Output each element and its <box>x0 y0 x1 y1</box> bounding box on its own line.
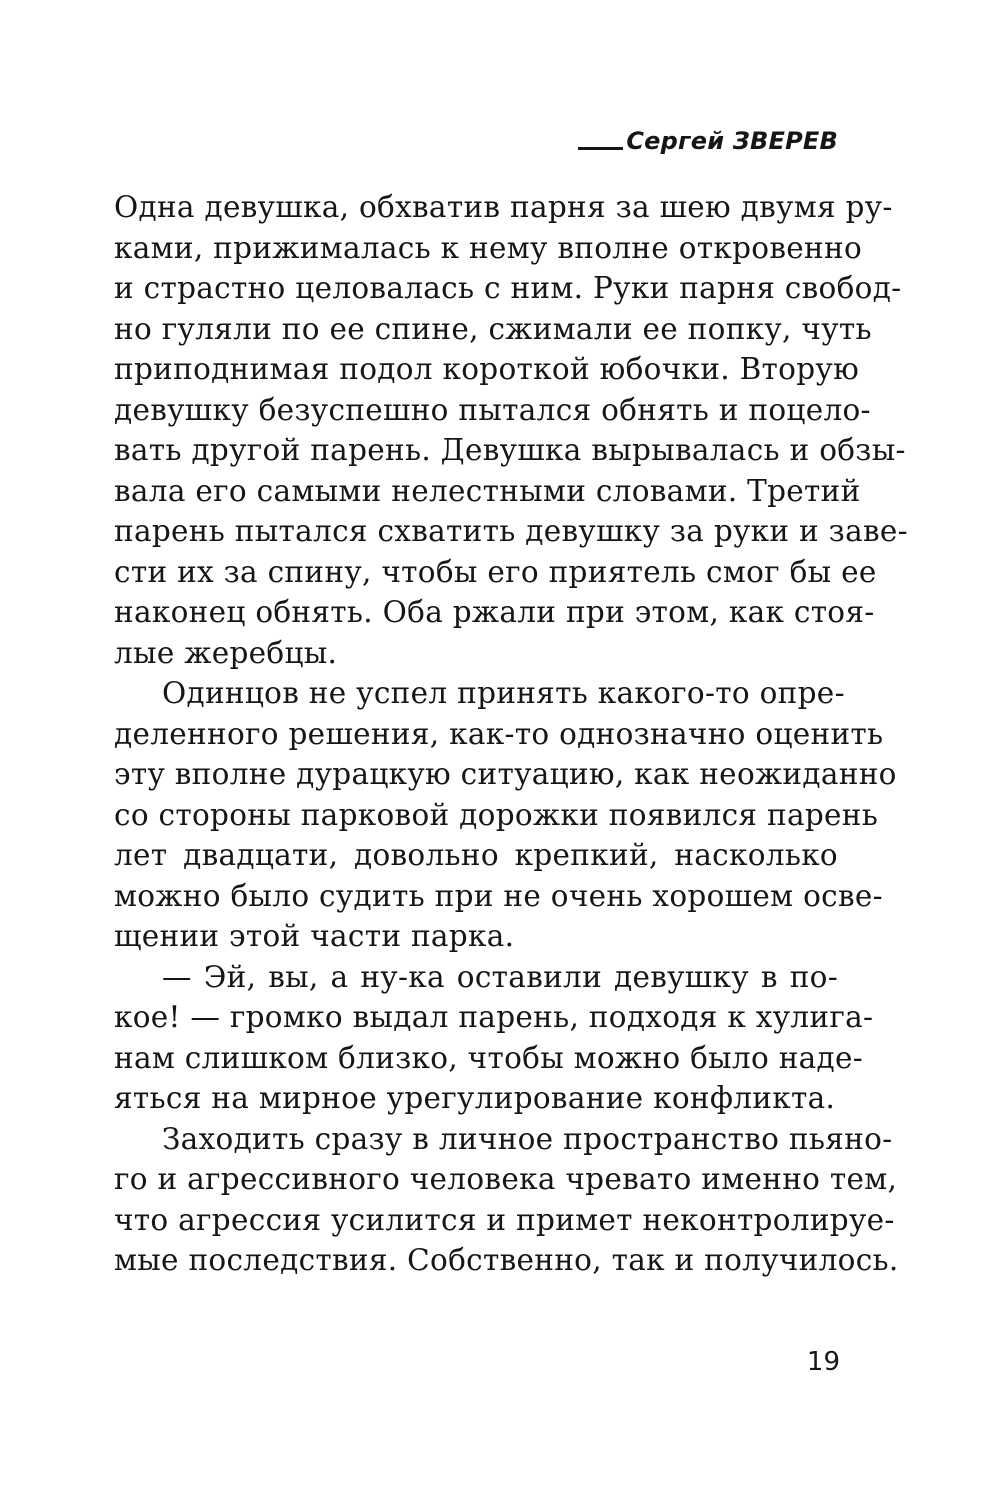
text-line: нам слишком близко, чтобы можно было наде- <box>114 1040 864 1075</box>
text-line: Заходить сразу в личное пространство пьяно- <box>162 1121 893 1156</box>
text-line: наконец обнять. Оба ржали при этом, как стоя- <box>114 595 875 629</box>
text-line: ками, прижималась к нему вполне откровенно <box>114 230 863 265</box>
body-text <box>114 187 908 1281</box>
text-line: девушку безуспешно пытался обнять и поцело- <box>114 392 871 427</box>
text-line: мые последствия. Собственно, так и получилось. <box>114 1243 899 1277</box>
text-line: приподнимая подол короткой юбочки. Вторую <box>114 352 860 386</box>
text-line: эту вполне дурацкую ситуацию, как неожиданно <box>114 757 897 791</box>
text-line: вать другой парень. Девушка вырывалась и обзы- <box>114 433 906 467</box>
text-line: лет двадцати, довольно крепкий, насколько <box>114 838 838 872</box>
text-line: лые жеребцы. <box>114 635 338 670</box>
text-line: щении этой части парка. <box>114 919 515 953</box>
text-line: но гуляли по ее спине, сжимали ее попку, чуть <box>114 311 872 346</box>
text-line: го и агрессивного человека чревато именно тем, <box>114 1162 898 1196</box>
text-line: Одинцов не успел принять какого-то опре- <box>162 676 845 710</box>
text-line: можно было судить при не очень хорошем осве- <box>114 878 883 913</box>
running-header <box>578 126 840 156</box>
text-line: яться на мирное урегулирование конфликта. <box>114 1081 836 1115</box>
text-line: — Эй, вы, а ну-ка оставили девушку в по- <box>162 959 838 994</box>
header-author: Сергей ЗВЕРЕВ <box>626 127 838 155</box>
text-line: со стороны парковой дорожки появился парень <box>114 797 879 832</box>
text-line: кое! — громко выдал парень, подходя к хулига- <box>114 1000 874 1034</box>
text-line: деленного решения, как-то однозначно оценить <box>114 716 884 751</box>
text-line: парень пытался схватить девушку за руки и заве- <box>114 514 908 548</box>
header-rule <box>578 147 623 150</box>
text-line: и страстно целовалась с ним. Руки парня свобод- <box>114 271 902 305</box>
text-line: что агрессия усилится и примет неконтролируе- <box>114 1202 895 1237</box>
page-number: 19 <box>806 1347 840 1377</box>
text-line: сти их за спину, чтобы его приятель смог бы ее <box>114 554 877 589</box>
text-line: вала его самыми нелестными словами. Третий <box>114 473 861 508</box>
text-line: Одна девушка, обхватив парня за шею двумя ру- <box>114 190 893 224</box>
